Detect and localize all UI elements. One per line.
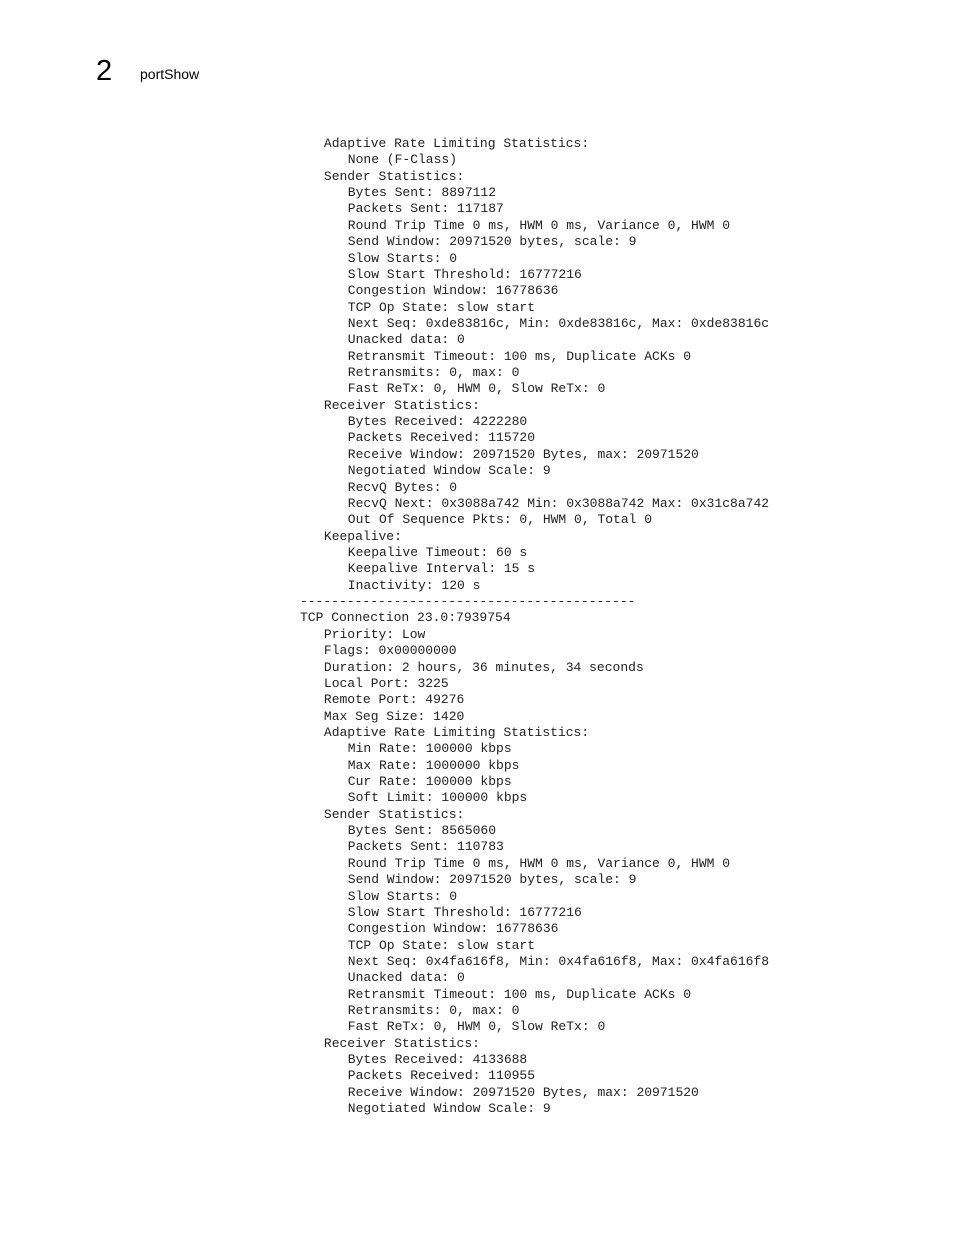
- output-line: Bytes Received: 4133688: [347, 1052, 528, 1068]
- output-line: Local Port: 3225: [323, 675, 449, 691]
- output-line: Unacked data: 0: [347, 332, 465, 348]
- output-line: Negotiated Window Scale: 9: [347, 463, 551, 479]
- output-line: Bytes Sent: 8565060: [347, 823, 497, 839]
- output-line: Sender Statistics:: [323, 168, 465, 184]
- output-line: Min Rate: 100000 kbps: [347, 741, 512, 757]
- output-line: Sender Statistics:: [323, 806, 465, 822]
- output-line: Flags: 0x00000000: [323, 643, 457, 659]
- command-output: [300, 136, 769, 1118]
- output-line: Bytes Sent: 8897112: [347, 185, 497, 201]
- output-line: Retransmit Timeout: 100 ms, Duplicate ACKs 0: [347, 348, 692, 364]
- output-line: Cur Rate: 100000 kbps: [347, 774, 512, 790]
- output-line: Priority: Low: [323, 626, 426, 642]
- output-line: Soft Limit: 100000 kbps: [347, 790, 528, 806]
- output-line: Duration: 2 hours, 36 minutes, 34 seconds: [323, 659, 644, 675]
- output-line: Packets Sent: 110783: [347, 839, 504, 855]
- output-line: Keepalive Timeout: 60 s: [347, 544, 528, 560]
- output-line: Retransmits: 0, max: 0: [347, 365, 520, 381]
- output-line: Packets Sent: 117187: [347, 201, 504, 217]
- output-line: Bytes Received: 4222280: [347, 414, 528, 430]
- output-line: Retransmits: 0, max: 0: [347, 1003, 520, 1019]
- output-line: Adaptive Rate Limiting Statistics:: [323, 136, 590, 151]
- output-line: Receive Window: 20971520 Bytes, max: 20971520: [347, 1084, 699, 1100]
- output-line: Max Rate: 1000000 kbps: [347, 757, 520, 773]
- output-line: Receiver Statistics:: [323, 1035, 480, 1051]
- chapter-number: 2: [96, 55, 113, 87]
- output-line: Remote Port: 49276: [323, 692, 465, 708]
- output-line: Send Window: 20971520 bytes, scale: 9: [347, 872, 637, 888]
- output-line: RecvQ Next: 0x3088a742 Min: 0x3088a742 Max: 0x31c8a742: [347, 495, 770, 511]
- output-line: Round Trip Time 0 ms, HWM 0 ms, Variance 0, HWM 0: [347, 855, 731, 871]
- output-line: Next Seq: 0x4fa616f8, Min: 0x4fa616f8, Max: 0x4fa616f8: [347, 953, 770, 969]
- output-line: Out Of Sequence Pkts: 0, HWM 0, Total 0: [347, 512, 653, 528]
- output-line: Adaptive Rate Limiting Statistics:: [323, 724, 590, 740]
- output-line: Negotiated Window Scale: 9: [347, 1101, 551, 1117]
- output-line: Send Window: 20971520 bytes, scale: 9: [347, 234, 637, 250]
- output-line: Round Trip Time 0 ms, HWM 0 ms, Variance 0, HWM 0: [347, 217, 731, 233]
- output-line: -------------------------------------------: [300, 594, 636, 610]
- output-line: Slow Starts: 0: [347, 888, 458, 904]
- output-line: TCP Connection 23.0:7939754: [300, 610, 511, 626]
- output-line: Fast ReTx: 0, HWM 0, Slow ReTx: 0: [347, 1019, 606, 1035]
- output-line: Slow Starts: 0: [347, 250, 458, 266]
- output-line: RecvQ Bytes: 0: [347, 479, 458, 495]
- output-line: TCP Op State: slow start: [347, 937, 536, 953]
- output-line: Packets Received: 115720: [347, 430, 536, 446]
- output-line: Inactivity: 120 s: [347, 577, 481, 593]
- output-line: Slow Start Threshold: 16777216: [347, 266, 582, 282]
- output-line: Keepalive Interval: 15 s: [347, 561, 536, 577]
- output-line: Packets Received: 110955: [347, 1068, 536, 1084]
- output-line: Max Seg Size: 1420: [323, 708, 465, 724]
- output-line: Unacked data: 0: [347, 970, 465, 986]
- output-line: Keepalive:: [323, 528, 402, 544]
- output-line: Congestion Window: 16778636: [347, 283, 559, 299]
- output-line: Congestion Window: 16778636: [347, 921, 559, 937]
- output-line: TCP Op State: slow start: [347, 299, 536, 315]
- section-title: portShow: [140, 66, 200, 82]
- output-line: Receive Window: 20971520 Bytes, max: 20971520: [347, 446, 699, 462]
- output-line: Fast ReTx: 0, HWM 0, Slow ReTx: 0: [347, 381, 606, 397]
- output-line: Slow Start Threshold: 16777216: [347, 904, 582, 920]
- output-line: Receiver Statistics:: [323, 397, 480, 413]
- output-line: Next Seq: 0xde83816c, Min: 0xde83816c, Max: 0xde83816c: [347, 315, 770, 331]
- output-line: Retransmit Timeout: 100 ms, Duplicate ACKs 0: [347, 986, 692, 1002]
- output-line: None (F-Class): [347, 152, 458, 168]
